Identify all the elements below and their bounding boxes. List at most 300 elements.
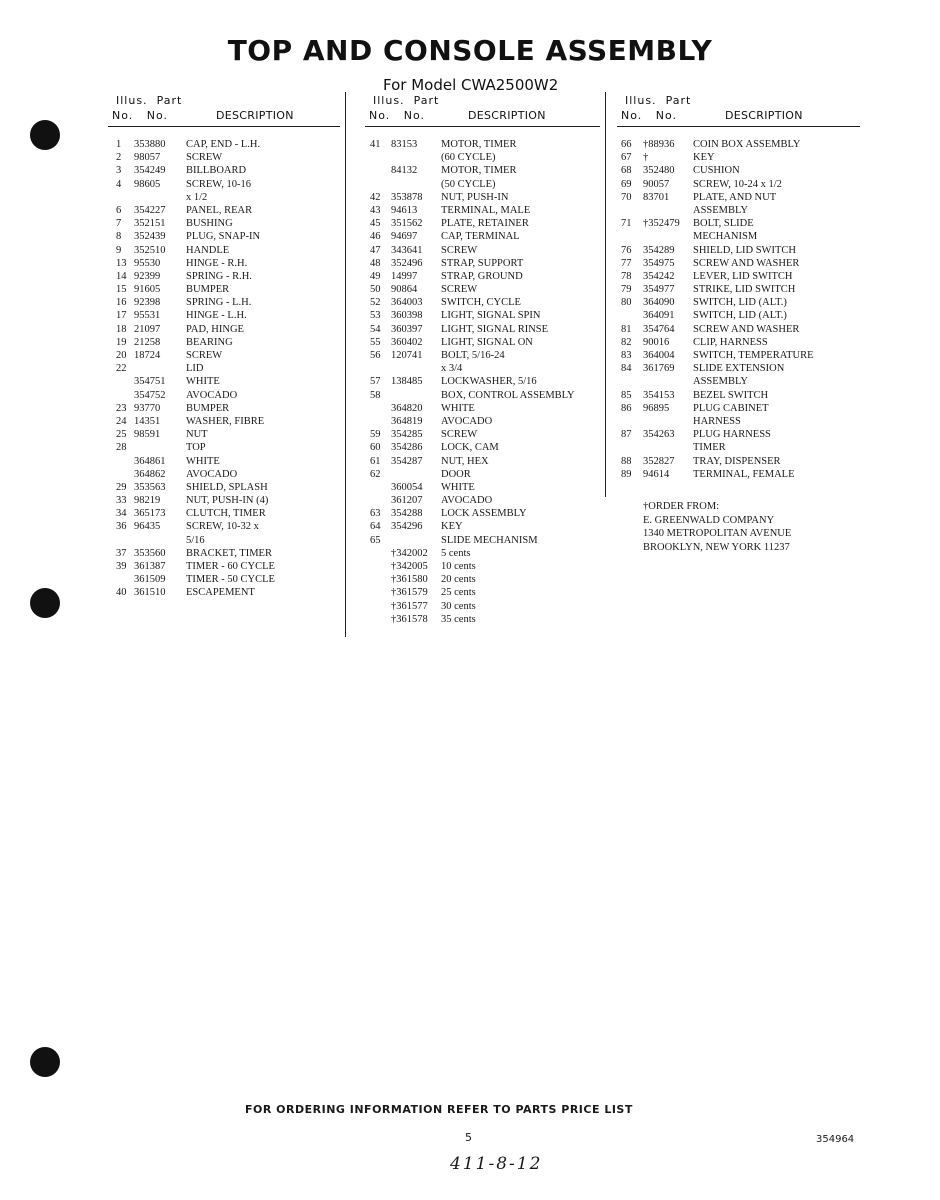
illus-number: 9	[116, 244, 122, 256]
column-divider	[345, 92, 346, 637]
parts-row	[108, 428, 340, 441]
part-number: 94613	[391, 204, 418, 216]
column-divider	[605, 92, 606, 497]
parts-row	[365, 138, 600, 151]
parts-row	[365, 336, 600, 349]
part-number: †361579	[391, 587, 428, 599]
part-number: 364003	[391, 297, 423, 309]
part-number: †352479	[643, 218, 680, 230]
illus-number: 57	[370, 376, 381, 388]
parts-row	[108, 309, 340, 322]
binder-hole-top	[30, 120, 60, 150]
part-description: LIGHT, SIGNAL SPIN	[441, 310, 541, 322]
part-number: 94614	[643, 468, 670, 480]
parts-row	[365, 204, 600, 217]
page-title: TOP AND CONSOLE ASSEMBLY	[227, 34, 713, 67]
illus-number: 88	[621, 455, 632, 467]
part-number: 361387	[134, 561, 166, 572]
parts-row	[365, 613, 600, 626]
parts-row	[617, 178, 860, 191]
part-number: 95531	[134, 310, 161, 322]
part-number: 354249	[134, 165, 166, 177]
part-number: 354289	[643, 244, 675, 256]
part-number: 352496	[391, 257, 423, 269]
column-header	[108, 94, 340, 128]
part-description: SCREW AND WASHER	[693, 323, 800, 335]
part-description: BOLT, SLIDE	[693, 218, 754, 230]
parts-row	[365, 191, 600, 204]
illus-number: 43	[370, 204, 381, 216]
part-number: 138485	[391, 376, 423, 388]
part-number: 361207	[391, 495, 423, 507]
part-number: 353878	[391, 191, 423, 203]
parts-row	[108, 296, 340, 309]
illus-number: 4	[116, 178, 122, 190]
part-description: WHITE	[441, 402, 475, 414]
order-from-block	[643, 500, 791, 554]
parts-row	[617, 428, 860, 441]
part-description: 35 cents	[441, 613, 476, 625]
parts-row	[108, 323, 340, 336]
part-description: CUSHION	[693, 165, 740, 177]
part-description: ESCAPEMENT	[186, 587, 255, 599]
illus-number: 58	[370, 389, 381, 401]
illus-number: 89	[621, 468, 632, 480]
parts-list	[617, 138, 860, 481]
illus-number: 22	[116, 363, 127, 375]
part-number: 93770	[134, 402, 161, 414]
part-number: 352480	[643, 165, 675, 177]
part-description: STRIKE, LID SWITCH	[693, 284, 796, 296]
parts-row	[108, 520, 340, 533]
part-number: 98591	[134, 429, 161, 441]
part-number: 90864	[391, 284, 418, 296]
illus-number: 69	[621, 178, 632, 190]
illus-number: 49	[370, 270, 381, 282]
parts-row	[108, 217, 340, 230]
parts-row	[365, 178, 600, 191]
parts-row	[365, 507, 600, 520]
parts-row	[108, 507, 340, 520]
parts-row	[617, 389, 860, 402]
illus-number: 68	[621, 165, 632, 177]
part-description: BEZEL SWITCH	[693, 389, 769, 401]
illus-number: 84	[621, 363, 632, 375]
parts-row	[365, 323, 600, 336]
illus-number: 39	[116, 561, 127, 572]
part-number: 18724	[134, 350, 161, 361]
part-description: SCREW AND WASHER	[693, 257, 800, 269]
illus-number: 28	[116, 442, 127, 454]
illus-number: 79	[621, 284, 632, 296]
part-description: BILLBOARD	[186, 165, 247, 177]
parts-row	[365, 428, 600, 441]
part-description: LIGHT, SIGNAL RINSE	[441, 323, 549, 335]
header-rule	[365, 126, 600, 127]
part-description: HANDLE	[186, 244, 230, 256]
part-number: 92398	[134, 297, 161, 309]
parts-row	[365, 600, 600, 613]
parts-column-3	[617, 94, 860, 481]
part-number: 352439	[134, 231, 166, 243]
header-numbers: No. No.	[112, 109, 169, 122]
part-number: 96895	[643, 402, 670, 414]
illus-number: 56	[370, 350, 381, 361]
illus-number: 64	[370, 521, 381, 533]
part-description: SLIDE EXTENSION	[693, 363, 785, 375]
part-number: 94697	[391, 231, 418, 243]
parts-row	[108, 257, 340, 270]
parts-row	[108, 441, 340, 454]
parts-row	[365, 151, 600, 164]
part-description: TRAY, DISPENSER	[693, 455, 781, 467]
part-number: 353880	[134, 139, 166, 150]
parts-row	[617, 455, 860, 468]
parts-row	[365, 244, 600, 257]
illus-number: 63	[370, 508, 381, 520]
parts-row	[108, 534, 340, 547]
part-description: COIN BOX ASSEMBLY	[693, 139, 801, 150]
page-number: 5	[465, 1131, 472, 1144]
part-description: TERMINAL, FEMALE	[693, 468, 795, 480]
parts-row	[108, 336, 340, 349]
page-subtitle: For Model CWA2500W2	[383, 76, 559, 94]
part-number: †361580	[391, 574, 428, 586]
binder-hole-middle	[30, 588, 60, 618]
part-description: HINGE - R.H.	[186, 257, 248, 269]
part-description: PLATE, RETAINER	[441, 218, 529, 230]
parts-row	[108, 349, 340, 362]
part-description: LEVER, LID SWITCH	[693, 270, 793, 282]
part-description: TIMER - 60 CYCLE	[186, 561, 275, 572]
part-description: 30 cents	[441, 600, 476, 612]
part-description: PLATE, AND NUT	[693, 191, 777, 203]
part-description: SWITCH, CYCLE	[441, 297, 521, 309]
part-number: 364861	[134, 455, 166, 467]
parts-row	[617, 415, 860, 428]
part-description: TOP	[186, 442, 206, 454]
part-description: SCREW	[186, 152, 223, 164]
illus-number: 54	[370, 323, 381, 335]
parts-row	[617, 151, 860, 164]
parts-row	[108, 415, 340, 428]
parts-row	[365, 560, 600, 573]
parts-row	[365, 349, 600, 362]
part-description: 20 cents	[441, 574, 476, 586]
part-number: 120741	[391, 350, 423, 361]
part-number: 364091	[643, 310, 675, 322]
parts-row	[108, 389, 340, 402]
illus-number: 53	[370, 310, 381, 322]
illus-number: 59	[370, 429, 381, 441]
parts-row	[617, 441, 860, 454]
part-number: 354975	[643, 257, 675, 269]
parts-row	[617, 362, 860, 375]
part-description: PANEL, REAR	[186, 204, 253, 216]
header-numbers: No. No.	[369, 109, 426, 122]
part-number: 21097	[134, 323, 161, 335]
part-number: 360054	[391, 481, 423, 493]
illus-number: 42	[370, 191, 381, 203]
parts-row	[108, 402, 340, 415]
part-description: WHITE	[441, 481, 475, 493]
parts-list	[108, 138, 340, 600]
part-number: 90057	[643, 178, 670, 190]
parts-row	[365, 415, 600, 428]
part-number: 352510	[134, 244, 166, 256]
part-description: MECHANISM	[693, 231, 758, 243]
parts-row	[108, 560, 340, 573]
part-number: 83153	[391, 139, 418, 150]
illus-number: 67	[621, 152, 632, 164]
part-number: 21258	[134, 336, 161, 348]
part-description: LOCK ASSEMBLY	[441, 508, 527, 520]
illus-number: 78	[621, 270, 632, 282]
binder-hole-bottom	[30, 1047, 60, 1077]
parts-row	[365, 389, 600, 402]
parts-row	[108, 586, 340, 599]
part-number: †88936	[643, 139, 675, 150]
parts-row	[365, 547, 600, 560]
part-number: 352151	[134, 218, 166, 230]
illus-number: 3	[116, 165, 122, 177]
illus-number: 14	[116, 270, 127, 282]
parts-row	[365, 230, 600, 243]
illus-number: 13	[116, 257, 127, 269]
illus-number: 40	[116, 587, 127, 599]
part-description: ASSEMBLY	[693, 376, 748, 388]
part-description: NUT, HEX	[441, 455, 489, 467]
part-number: 365173	[134, 508, 166, 520]
part-number: 360402	[391, 336, 423, 348]
part-description: CAP, TERMINAL	[441, 231, 520, 243]
illus-number: 8	[116, 231, 122, 243]
part-number: 354286	[391, 442, 423, 454]
part-description: 5/16	[186, 534, 205, 546]
part-description: 10 cents	[441, 561, 476, 572]
part-number: 83701	[643, 191, 670, 203]
part-description: x 1/2	[186, 191, 208, 203]
part-number: 361769	[643, 363, 675, 375]
parts-row	[365, 586, 600, 599]
part-description: TIMER - 50 CYCLE	[186, 574, 275, 586]
ordering-footer: FOR ORDERING INFORMATION REFER TO PARTS PRICE LIST	[245, 1103, 633, 1116]
illus-number: 15	[116, 284, 127, 296]
part-number: 354153	[643, 389, 675, 401]
illus-number: 19	[116, 336, 127, 348]
parts-row	[365, 481, 600, 494]
part-description: SCREW	[441, 429, 478, 441]
part-description: SCREW, 10-32 x	[186, 521, 259, 533]
illus-number: 33	[116, 495, 127, 507]
part-number: 360397	[391, 323, 423, 335]
part-description: BUMPER	[186, 284, 230, 296]
parts-row	[365, 468, 600, 481]
parts-row	[365, 362, 600, 375]
part-number: 84132	[391, 165, 418, 177]
part-description: x 3/4	[441, 363, 463, 375]
part-description: CAP, END - L.H.	[186, 139, 261, 150]
parts-row	[108, 270, 340, 283]
parts-row	[617, 270, 860, 283]
part-number: 91605	[134, 284, 161, 296]
illus-number: 6	[116, 204, 122, 216]
part-number: 14997	[391, 270, 418, 282]
parts-row	[365, 455, 600, 468]
part-number: 98605	[134, 178, 161, 190]
part-number: 354752	[134, 389, 166, 401]
illus-number: 85	[621, 389, 632, 401]
part-number: 361510	[134, 587, 166, 599]
part-description: PLUG CABINET	[693, 402, 769, 414]
part-number: 360398	[391, 310, 423, 322]
part-description: BRACKET, TIMER	[186, 547, 272, 559]
illus-number: 86	[621, 402, 632, 414]
column-header	[365, 94, 600, 128]
parts-row	[365, 441, 600, 454]
order-from-line: E. GREENWALD COMPANY	[643, 514, 775, 526]
illus-number: 62	[370, 468, 381, 480]
illus-number: 7	[116, 218, 122, 230]
parts-row	[617, 217, 860, 230]
part-description: NUT	[186, 429, 208, 441]
part-description: SCREW, 10-16	[186, 178, 251, 190]
part-description: TIMER	[693, 442, 726, 454]
illus-number: 82	[621, 336, 632, 348]
illus-number: 47	[370, 244, 381, 256]
part-number: 364819	[391, 415, 423, 427]
part-number: 353563	[134, 481, 166, 493]
handwritten-note: 411-8-12	[450, 1154, 543, 1174]
part-number: 343641	[391, 244, 423, 256]
part-number: †361577	[391, 600, 428, 612]
parts-row	[617, 349, 860, 362]
order-from-line: †ORDER FROM:	[643, 501, 720, 512]
part-description: 25 cents	[441, 587, 476, 599]
parts-row	[617, 468, 860, 481]
part-description: SWITCH, LID (ALT.)	[693, 297, 787, 309]
illus-number: 61	[370, 455, 381, 467]
parts-row	[617, 375, 860, 388]
part-description: PLUG HARNESS	[693, 429, 771, 441]
part-number: 14351	[134, 415, 161, 427]
part-description: NUT, PUSH-IN	[441, 191, 509, 203]
parts-list	[365, 138, 600, 626]
part-description: CLIP, HARNESS	[693, 336, 768, 348]
part-description: LOCK, CAM	[441, 442, 499, 454]
illus-number: 55	[370, 336, 381, 348]
part-description: SPRING - L.H.	[186, 297, 252, 309]
header-illus-part: Illus. Part	[625, 94, 692, 107]
part-description: SWITCH, LID (ALT.)	[693, 310, 787, 322]
part-description: STRAP, GROUND	[441, 270, 523, 282]
part-number: 96435	[134, 521, 161, 533]
illus-number: 37	[116, 547, 127, 559]
parts-row	[617, 257, 860, 270]
parts-row	[108, 468, 340, 481]
part-number: 351562	[391, 218, 423, 230]
illus-number: 16	[116, 297, 127, 309]
part-number: 352827	[643, 455, 675, 467]
part-description: WASHER, FIBRE	[186, 415, 265, 427]
parts-row	[108, 204, 340, 217]
parts-row	[108, 244, 340, 257]
illus-number: 17	[116, 310, 127, 322]
part-number: 354288	[391, 508, 423, 520]
illus-number: 76	[621, 244, 632, 256]
parts-column-1	[108, 94, 340, 600]
illus-number: 41	[370, 139, 381, 150]
illus-number: 77	[621, 257, 632, 269]
column-header	[617, 94, 860, 128]
part-number: 354285	[391, 429, 423, 441]
header-numbers: No. No.	[621, 109, 678, 122]
illus-number: 23	[116, 402, 127, 414]
parts-row	[365, 283, 600, 296]
part-description: 5 cents	[441, 547, 471, 559]
parts-row	[617, 191, 860, 204]
part-description: MOTOR, TIMER	[441, 165, 517, 177]
part-number: †	[643, 152, 649, 164]
parts-column-2	[365, 94, 600, 626]
header-illus-part: Illus. Part	[373, 94, 440, 107]
illus-number: 48	[370, 257, 381, 269]
illus-number: 24	[116, 415, 127, 427]
part-description: LIGHT, SIGNAL ON	[441, 336, 533, 348]
illus-number: 29	[116, 481, 127, 493]
parts-row	[108, 138, 340, 151]
part-number: 364004	[643, 350, 675, 361]
parts-row	[365, 309, 600, 322]
part-description: MOTOR, TIMER	[441, 139, 517, 150]
part-description: SCREW	[441, 284, 478, 296]
parts-row	[617, 296, 860, 309]
illus-number: 66	[621, 139, 632, 150]
part-description: NUT, PUSH-IN (4)	[186, 495, 269, 507]
parts-row	[365, 164, 600, 177]
part-number: †342002	[391, 547, 428, 559]
part-description: AVOCADO	[186, 468, 238, 480]
parts-row	[108, 230, 340, 243]
part-number: 354227	[134, 204, 166, 216]
illus-number: 20	[116, 350, 127, 361]
part-description: AVOCADO	[441, 415, 493, 427]
header-description: DESCRIPTION	[725, 109, 803, 122]
part-description: BUSHING	[186, 218, 233, 230]
document-number: 354964	[816, 1134, 855, 1145]
part-description: KEY	[441, 521, 463, 533]
part-number: 354263	[643, 429, 675, 441]
parts-row	[365, 375, 600, 388]
parts-row	[108, 375, 340, 388]
header-rule	[617, 126, 860, 127]
illus-number: 80	[621, 297, 632, 309]
illus-number: 46	[370, 231, 381, 243]
parts-row	[108, 164, 340, 177]
part-description: WHITE	[186, 376, 220, 388]
parts-row	[108, 494, 340, 507]
part-description: LID	[186, 363, 204, 375]
part-number: 354287	[391, 455, 423, 467]
part-description: BUMPER	[186, 402, 230, 414]
parts-row	[365, 270, 600, 283]
part-description: BOLT, 5/16-24	[441, 350, 505, 361]
parts-row	[617, 336, 860, 349]
parts-row	[617, 138, 860, 151]
parts-row	[108, 481, 340, 494]
parts-row	[108, 283, 340, 296]
illus-number: 34	[116, 508, 127, 520]
